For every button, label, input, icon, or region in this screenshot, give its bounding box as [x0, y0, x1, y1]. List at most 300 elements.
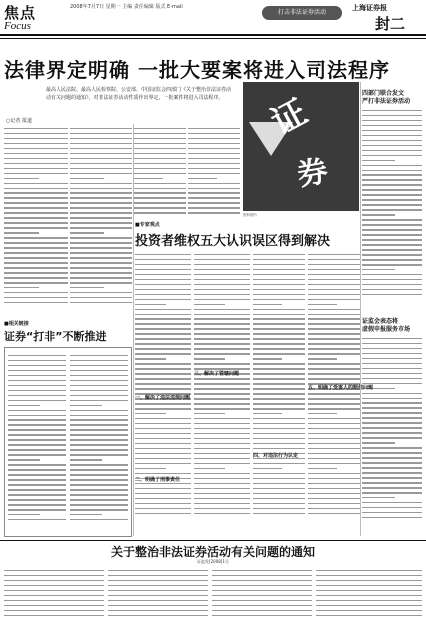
text-line — [253, 323, 305, 324]
text-line — [362, 447, 422, 448]
text-line — [4, 605, 104, 606]
masthead-rule — [0, 34, 426, 36]
text-line — [188, 202, 240, 203]
text-line — [4, 138, 68, 139]
text-line — [253, 318, 305, 319]
text-line — [194, 378, 250, 379]
text-line — [308, 508, 360, 509]
text-line — [70, 424, 128, 425]
text-line — [134, 202, 186, 203]
text-line — [108, 575, 208, 576]
text-line — [135, 433, 191, 434]
text-line — [70, 499, 128, 500]
text-line — [4, 575, 104, 576]
text-line — [362, 209, 422, 210]
text-line — [8, 449, 66, 450]
text-line — [253, 483, 305, 484]
text-line — [253, 473, 305, 474]
text-line — [362, 512, 422, 513]
text-line — [108, 610, 208, 611]
text-line — [70, 232, 104, 233]
text-line — [8, 439, 66, 440]
text-line — [4, 207, 68, 208]
text-line — [362, 497, 395, 498]
text-line — [70, 439, 128, 440]
right-column-headline-4: 虚假申报服务市场 — [362, 326, 411, 333]
text-line — [70, 479, 128, 480]
text-line — [188, 188, 240, 189]
text-line — [4, 287, 39, 288]
text-line — [362, 264, 422, 265]
text-line — [194, 393, 250, 394]
text-line — [362, 417, 422, 418]
text-line — [194, 383, 250, 384]
text-line — [194, 264, 250, 265]
text-line — [253, 328, 305, 329]
text-line — [134, 173, 186, 174]
text-line — [134, 133, 186, 134]
text-line — [212, 575, 312, 576]
text-line — [194, 488, 250, 489]
text-line — [135, 274, 191, 275]
text-line — [308, 353, 360, 354]
text-line — [70, 444, 128, 445]
text-line — [70, 292, 132, 293]
text-line — [4, 192, 68, 193]
text-line — [308, 259, 360, 260]
text-line — [253, 508, 305, 509]
text-line — [70, 365, 128, 366]
campaign-logo: 打击非法证券活动 — [262, 6, 342, 20]
text-line — [4, 197, 68, 198]
text-line — [308, 328, 360, 329]
text-line — [8, 429, 66, 430]
text-line — [194, 453, 250, 454]
text-line — [253, 314, 305, 315]
text-line — [70, 202, 132, 203]
text-line — [194, 508, 250, 509]
text-line — [362, 145, 422, 146]
text-line — [8, 469, 66, 470]
text-line — [362, 160, 395, 161]
text-line — [253, 378, 305, 379]
text-line — [316, 585, 422, 586]
text-line — [194, 274, 250, 275]
text-line — [362, 249, 422, 250]
text-line — [4, 188, 68, 189]
text-line — [212, 595, 312, 596]
text-line — [70, 504, 128, 505]
text-line — [362, 155, 422, 156]
text-line — [212, 585, 312, 586]
text-line — [194, 363, 250, 364]
text-line — [308, 403, 360, 404]
text-line — [4, 227, 68, 228]
text-line — [194, 338, 250, 339]
text-line — [135, 299, 191, 300]
text-line — [8, 405, 40, 406]
text-line — [4, 272, 68, 273]
text-line — [188, 163, 240, 164]
text-line — [308, 318, 360, 319]
text-line — [134, 188, 186, 189]
text-line — [4, 237, 68, 238]
text-line — [188, 178, 217, 179]
text-line — [253, 468, 282, 469]
text-line — [70, 419, 128, 420]
text-line — [70, 163, 132, 164]
text-line — [362, 462, 422, 463]
text-line — [4, 257, 68, 258]
masthead — [0, 0, 426, 34]
article-column-3 — [134, 124, 186, 218]
text-line — [253, 333, 305, 334]
text-line — [70, 405, 102, 406]
text-line — [70, 434, 128, 435]
text-line — [135, 378, 191, 379]
text-line — [4, 282, 68, 283]
text-line — [134, 128, 186, 129]
text-line — [308, 363, 360, 364]
text-line — [194, 458, 250, 459]
text-line — [253, 383, 305, 384]
text-line — [134, 138, 186, 139]
text-line — [253, 353, 305, 354]
text-line — [308, 413, 337, 414]
text-line — [188, 128, 240, 129]
text-line — [308, 423, 360, 424]
text-line — [316, 615, 422, 616]
text-line — [135, 403, 191, 404]
text-line — [135, 488, 191, 489]
text-line — [135, 463, 191, 464]
text-line — [362, 150, 422, 151]
commentary-column-1 — [8, 351, 66, 533]
text-line — [194, 428, 250, 429]
text-line — [194, 254, 250, 255]
investor-subhead-3: 三、解决了管辖问题 — [194, 371, 240, 377]
notice-subtitle: 证监发[2008]1号 — [197, 559, 229, 564]
page-label: 封二 — [375, 15, 406, 33]
text-line — [362, 348, 422, 349]
commentary-kicker: ■相关链接 — [4, 321, 29, 327]
text-line — [362, 179, 422, 180]
notice-column-1 — [4, 566, 104, 620]
text-line — [8, 355, 66, 356]
text-line — [308, 478, 360, 479]
text-line — [362, 204, 422, 205]
text-line — [8, 479, 66, 480]
text-line — [70, 375, 128, 376]
text-line — [253, 358, 282, 359]
text-line — [135, 323, 191, 324]
text-line — [134, 168, 186, 169]
text-line — [8, 484, 66, 485]
text-line — [134, 163, 186, 164]
photo-word-1: 证 — [265, 91, 315, 144]
text-line — [253, 343, 305, 344]
text-line — [212, 590, 312, 591]
text-line — [70, 400, 128, 401]
text-line — [135, 383, 191, 384]
text-line — [70, 237, 132, 238]
text-line — [362, 229, 422, 230]
text-line — [135, 413, 166, 414]
notice-rule — [0, 540, 426, 541]
text-line — [134, 207, 186, 208]
text-line — [308, 294, 360, 295]
text-line — [362, 254, 422, 255]
text-line — [70, 370, 128, 371]
text-line — [308, 463, 360, 464]
text-line — [194, 304, 225, 305]
text-line — [135, 458, 191, 459]
text-line — [253, 289, 305, 290]
text-line — [362, 402, 422, 403]
text-line — [194, 348, 250, 349]
text-line — [4, 128, 68, 129]
text-line — [194, 448, 250, 449]
text-line — [70, 148, 132, 149]
text-line — [70, 360, 128, 361]
text-line — [253, 463, 305, 464]
text-line — [308, 493, 360, 494]
text-line — [194, 279, 250, 280]
text-line — [308, 453, 360, 454]
text-line — [70, 514, 102, 515]
text-line — [253, 373, 305, 374]
text-line — [4, 148, 68, 149]
news-photo — [243, 82, 359, 211]
text-line — [134, 192, 186, 193]
text-line — [4, 292, 68, 293]
text-line — [362, 437, 422, 438]
text-line — [362, 407, 422, 408]
commentary-column-2 — [70, 351, 128, 533]
byline: ○记者 报道 — [6, 118, 32, 124]
paper-name: 上海证券报 — [352, 3, 387, 12]
text-line — [4, 212, 68, 213]
text-line — [4, 302, 68, 303]
text-line — [362, 378, 422, 379]
text-line — [70, 138, 132, 139]
text-line — [194, 314, 250, 315]
article-column-4 — [188, 124, 240, 218]
text-line — [135, 443, 191, 444]
text-line — [4, 615, 104, 616]
text-line — [135, 343, 191, 344]
text-line — [70, 287, 104, 288]
text-line — [4, 247, 68, 248]
text-line — [362, 517, 422, 518]
text-line — [70, 489, 128, 490]
text-line — [362, 507, 422, 508]
text-line — [108, 570, 208, 571]
text-line — [362, 422, 422, 423]
investor-headline: 投资者维权五大认识误区得到解决 — [135, 234, 331, 249]
text-line — [70, 183, 132, 184]
text-line — [188, 207, 240, 208]
text-line — [212, 570, 312, 571]
text-line — [70, 449, 128, 450]
text-line — [194, 438, 250, 439]
text-line — [4, 183, 68, 184]
text-line — [135, 289, 191, 290]
text-line — [362, 289, 422, 290]
text-line — [4, 585, 104, 586]
investor-subhead-4: 四、对违法行为认定 — [253, 453, 299, 459]
text-line — [135, 314, 191, 315]
text-line — [362, 338, 422, 339]
text-line — [253, 428, 305, 429]
text-line — [70, 128, 132, 129]
text-line — [253, 304, 282, 305]
text-line — [362, 219, 422, 220]
text-line — [362, 492, 422, 493]
text-line — [362, 244, 422, 245]
text-line — [4, 173, 68, 174]
text-line — [362, 184, 422, 185]
text-line — [8, 415, 66, 416]
text-line — [362, 368, 422, 369]
text-line — [188, 183, 240, 184]
text-line — [70, 385, 128, 386]
text-line — [8, 494, 66, 495]
text-line — [135, 468, 166, 469]
text-line — [188, 197, 240, 198]
text-line — [4, 143, 68, 144]
text-line — [308, 428, 360, 429]
text-line — [194, 284, 250, 285]
text-line — [70, 272, 132, 273]
text-line — [4, 163, 68, 164]
text-line — [134, 183, 186, 184]
text-line — [308, 503, 360, 504]
text-line — [135, 508, 191, 509]
text-line — [135, 428, 191, 429]
text-line — [194, 269, 250, 270]
text-line — [308, 483, 360, 484]
text-line — [188, 192, 240, 193]
text-line — [8, 375, 66, 376]
text-line — [108, 615, 208, 616]
text-line — [70, 297, 132, 298]
text-line — [8, 410, 66, 411]
text-line — [253, 299, 305, 300]
text-line — [253, 398, 305, 399]
text-line — [8, 514, 40, 515]
text-line — [316, 610, 422, 611]
section-brand-en: Focus — [4, 20, 31, 32]
text-line — [188, 158, 240, 159]
text-line — [70, 459, 102, 460]
text-line — [4, 570, 104, 571]
text-line — [4, 600, 104, 601]
text-line — [4, 595, 104, 596]
text-line — [4, 217, 68, 218]
text-line — [4, 168, 68, 169]
text-line — [70, 222, 132, 223]
text-line — [362, 353, 422, 354]
text-line — [194, 259, 250, 260]
text-line — [70, 153, 132, 154]
headline-lede: 最高人民法院、最高人民检察院、公安部、中国证监会四部门《关于整治非法证券活动有关问题的通知》，对非法证券活动性质作出界定，一批案件将进入司法程序。 — [46, 87, 232, 101]
notice-headline: 关于整治非法证券活动有关问题的通知 — [110, 545, 315, 559]
text-line — [316, 575, 422, 576]
text-line — [362, 412, 422, 413]
text-line — [8, 489, 66, 490]
text-line — [308, 488, 360, 489]
text-line — [253, 259, 305, 260]
text-line — [362, 269, 395, 270]
text-line — [135, 373, 191, 374]
text-line — [212, 580, 312, 581]
text-line — [362, 442, 395, 443]
text-line — [308, 284, 360, 285]
text-line — [70, 262, 132, 263]
text-line — [308, 378, 360, 379]
text-line — [362, 284, 422, 285]
text-line — [362, 189, 422, 190]
text-line — [70, 192, 132, 193]
commentary-headline: 证券“打非”不断推进 — [4, 330, 107, 343]
text-line — [135, 368, 191, 369]
text-line — [8, 385, 66, 386]
text-line — [253, 493, 305, 494]
text-line — [194, 323, 250, 324]
text-line — [135, 498, 191, 499]
text-line — [194, 403, 250, 404]
text-line — [212, 615, 312, 616]
text-line — [362, 487, 422, 488]
text-line — [316, 600, 422, 601]
text-line — [70, 390, 128, 391]
text-line — [308, 458, 360, 459]
text-line — [362, 294, 422, 295]
text-line — [194, 493, 250, 494]
text-line — [308, 299, 360, 300]
text-line — [308, 254, 360, 255]
text-line — [135, 304, 166, 305]
text-line — [135, 348, 191, 349]
text-line — [70, 133, 132, 134]
text-line — [134, 197, 186, 198]
text-line — [253, 309, 305, 310]
text-line — [70, 207, 132, 208]
text-line — [70, 158, 132, 159]
text-line — [308, 338, 360, 339]
investor-subhead-2: 二、明确了刑事责任 — [135, 477, 181, 483]
investor-column-1 — [135, 250, 191, 536]
text-line — [362, 110, 422, 111]
text-line — [135, 408, 191, 409]
text-line — [194, 408, 250, 409]
text-line — [70, 247, 132, 248]
text-line — [212, 610, 312, 611]
text-line — [135, 338, 191, 339]
text-line — [70, 217, 132, 218]
text-line — [4, 153, 68, 154]
text-line — [308, 438, 360, 439]
text-line — [362, 115, 422, 116]
text-line — [308, 408, 360, 409]
text-line — [362, 234, 422, 235]
text-line — [194, 423, 250, 424]
text-line — [362, 432, 422, 433]
text-line — [308, 348, 360, 349]
text-line — [253, 408, 305, 409]
column-divider — [360, 82, 361, 536]
